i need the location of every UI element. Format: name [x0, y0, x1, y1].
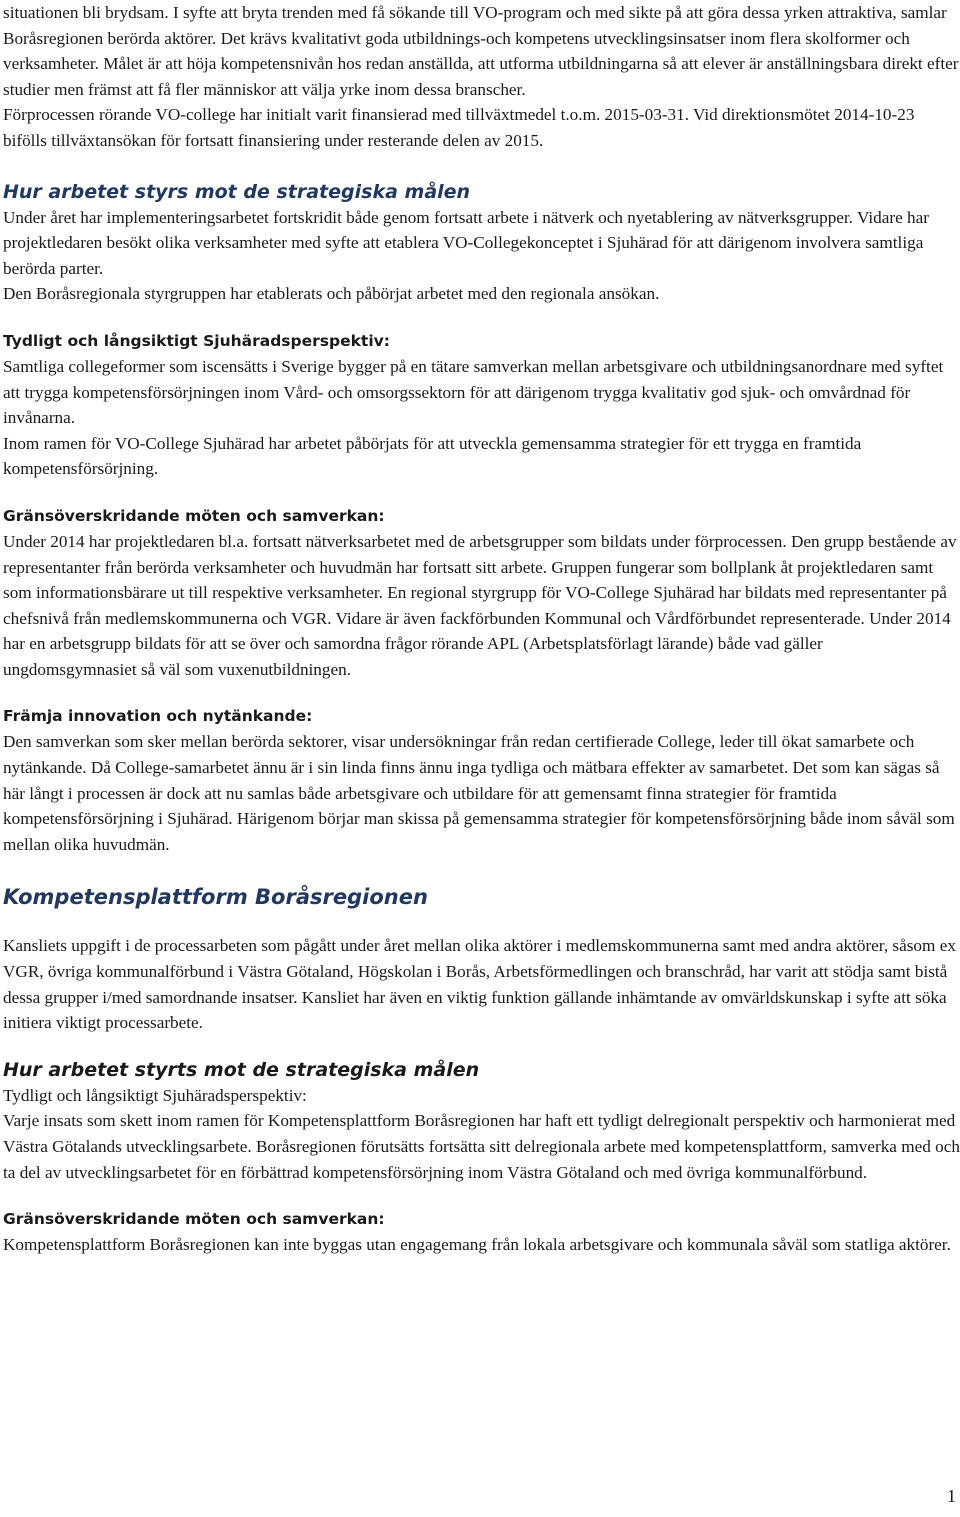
vo-cooperation-heading: Gränsöverskridande möten och samverkan: [3, 506, 385, 525]
intro-paragraph: situationen bli brydsam. I syfte att bryta trenden med få sökande till VO-program och med sikte på att göra dessa yrken attraktiva, samlar Boråsregionen berörda aktörer. Det krävs kvalitativt goda utbildnings-och kompetens utvecklingsinsatser inom flera skolformer och verksamheter. Målet är att höja kompetensnivån hos redan anställda, att utforma utbildningarna så att elever är anställningsbara direkt efter studier men främst att få fler människor att välja yrke inom dessa branscher. [3, 3, 959, 99]
vo-perspective-heading: Tydligt och långsiktigt Sjuhäradsperspektiv: [3, 331, 390, 350]
kp-cooperation-paragraph: Kompetensplattform Boråsregionen kan inte byggas utan engagemang från lokala arbetsgivare och kommunala såväl som statliga aktörer. [3, 1235, 951, 1255]
kp-cooperation-heading: Gränsöverskridande möten och samverkan: [3, 1210, 385, 1229]
vo-steering-paragraph: Den Boråsregionala styrgruppen har etablerats och påbörjat arbetet med den regionala ansökan. [3, 284, 660, 304]
intro-financing-paragraph: Förprocessen rörande VO-college har initialt varit finansierad med tillväxtmedel t.o.m. 2015-03-31. Vid direktionsmötet 2014-10-23 bifölls tillväxtansökan för fortsatt finansiering under resterande delen av 2015. [3, 105, 915, 150]
document-page [3, 0, 960, 1258]
vo-innovation-heading: Främja innovation och nytänkande: [3, 707, 313, 726]
vo-perspective-paragraph-2: Inom ramen för VO-College Sjuhärad har arbetet påbörjats för att utveckla gemensamma strategier för ett trygga en framtida kompetensförsörjning. [3, 433, 862, 479]
kompetensplattform-paragraph: Kansliets uppgift i de processarbeten som pågått under året mellan olika aktörer i medlemskommunerna samt med andra aktörer, såsom ex VGR, övriga kommunalförbund i Västra Götaland, Högskolan i Borås, Arbetsförmedlingen och branschråd, har varit att stödja samt bistå dessa grupper i/med samordnande insatser. Kansliet har även en viktig funktion gällande inhämtande av omvärldskunskap i syfte att söka initiera viktigt processarbete. [3, 936, 956, 1033]
kompetensplattform-title: Kompetensplattform Boråsregionen [3, 885, 428, 910]
kp-strategy-heading: Hur arbetet styrts mot de strategiska målen [3, 1058, 480, 1081]
page-number: 1 [947, 1486, 956, 1506]
vo-cooperation-paragraph: Under 2014 har projektledaren bl.a. fortsatt nätverksarbetet med de arbetsgrupper som bildats under förprocessen. Den grupp bestående av representanter från berörda verksamheter och huvudmän har fortsatt sitt arbete. Gruppen fungerar som bollplank åt projektledaren samt som informationsbärare ut till respektive verksamheter. En regional styrgrupp för VO-College Sjuhärad har bildats med representanter på chefsnivå från medlemskommunerna och VGR. Vidare är även fackförbunden Kommunal och Vårdförbundet representerade. Under 2014 har en arbetsgrupp bildats för att se över och samordna frågor rörande APL (Arbetsplatsförlagt lärande) både vad gäller ungdomsgymnasiet så väl som vuxenutbildningen. [3, 531, 957, 679]
vo-strategy-heading: Hur arbetet styrs mot de strategiska målen [3, 180, 471, 203]
kp-perspective-label: Tydligt och långsiktigt Sjuhäradsperspektiv: [3, 1085, 307, 1105]
kp-perspective-paragraph: Varje insats som skett inom ramen för Kompetensplattform Boråsregionen har haft ett tydligt delregionalt perspektiv och harmonierat med Västra Götalands utvecklingsarbete. Boråsregionen förutsätts fortsätta sitt delregionala arbete med kompetensplattform, samverka med och ta del av utvecklingsarbetet för en förbättrad kompetensförsörjning inom Västra Götaland och med övriga kommunalförbund. [3, 1111, 960, 1182]
vo-perspective-paragraph: Samtliga collegeformer som iscensätts i Sverige bygger på en tätare samverkan mellan arbetsgivare och utbildningsanordnare med syftet att trygga kompetensförsörjningen inom Vård- och omsorgssektorn för att därigenom trygga kvalitativ god sjuk- och omvårdnad för invånarna. [3, 356, 944, 428]
vo-strategy-paragraph: Under året har implementeringsarbetet fortskridit både genom fortsatt arbete i nätverk och nyetablering av nätverksgrupper. Vidare har projektledaren besökt olika verksamheter med syfte att etablera VO-Collegekonceptet i Sjuhärad för att därigenom involvera samtliga berörda parter. [3, 207, 929, 278]
vo-innovation-paragraph: Den samverkan som sker mellan berörda sektorer, visar undersökningar från redan certifierade College, leder till ökat samarbete och nytänkande. Då College-samarbetet ännu är i sin linda finns ännu inga tydliga och mätbara effekter av samarbetet. Det som kan sägas så här långt i processen är dock att nu samlas både arbetsgivare och utbildare för att gemensamt finna strategier för framtida kompetensförsörjning i Sjuhärad. Härigenom börjar man skissa på gemensamma strategier för kompetensförsörjning både inom såväl som mellan olika huvudmän. [3, 732, 955, 854]
